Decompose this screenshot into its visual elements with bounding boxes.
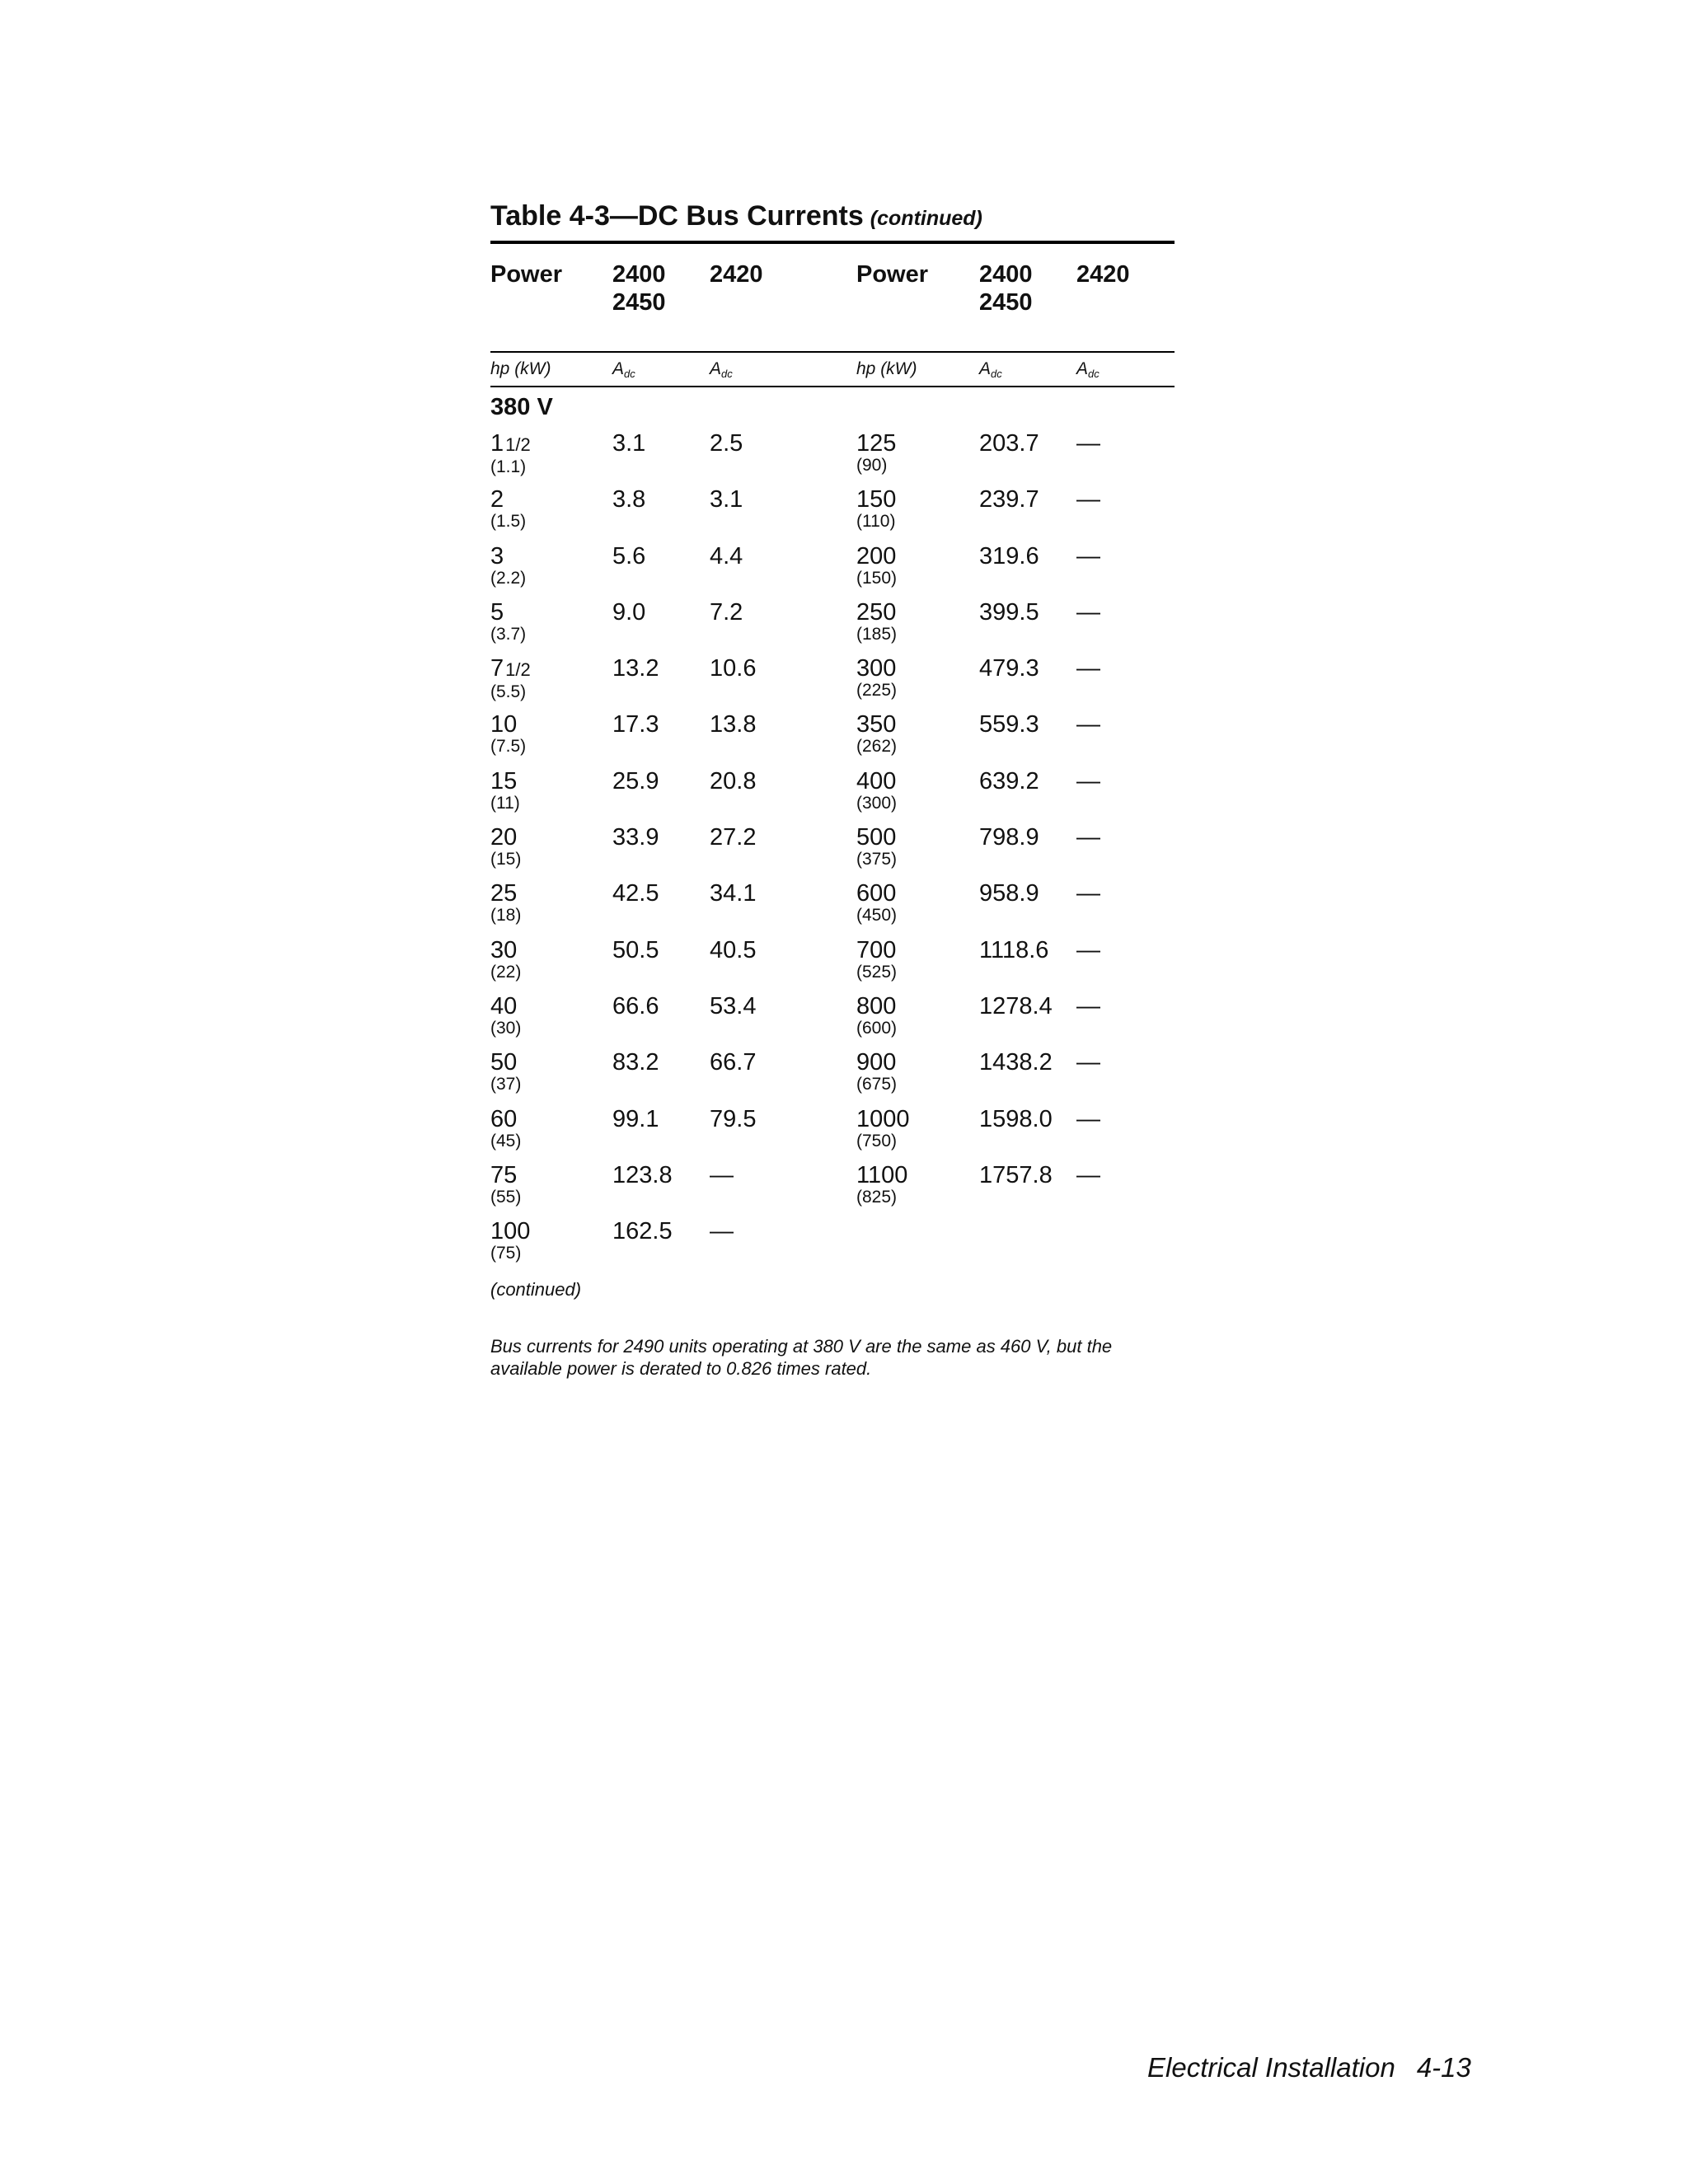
power-cell: [490, 880, 521, 925]
hp-value: 3: [490, 542, 504, 569]
current-2400-2450: 33.9: [612, 824, 659, 851]
power-cell: [490, 711, 526, 756]
current-2400-2450: 50.5: [612, 936, 659, 963]
unit-label: hp (kW): [856, 359, 917, 378]
current-2400-2450: 3.8: [612, 486, 646, 513]
table-note: Bus currents for 2490 units operating at 380 V are the same as 460 V, but the available power is derated to 0.826 times rated.: [490, 1336, 1113, 1380]
hp-value: 15: [490, 767, 518, 794]
current-2400-2450: 9.0: [612, 598, 646, 626]
table-row: [490, 430, 1175, 486]
current-2400-2450: 319.6: [979, 542, 1039, 569]
current-2420: —: [1076, 880, 1100, 907]
current-2400-2450: 1118.6: [979, 936, 1049, 963]
current-2420: 40.5: [710, 936, 757, 963]
hp-value: 500: [856, 824, 897, 851]
current-2420: 66.7: [710, 1049, 757, 1076]
current-2400-2450: 958.9: [979, 880, 1039, 907]
power-cell: [490, 430, 531, 476]
current-2400-2450: 239.7: [979, 486, 1039, 513]
current-2400-2450: 42.5: [612, 880, 659, 907]
table-row: [490, 993, 1175, 1049]
current-2420: —: [710, 1161, 734, 1188]
current-2400-2450: 1438.2: [979, 1049, 1053, 1076]
kw-value: (300): [856, 793, 898, 813]
current-2420: 27.2: [710, 824, 757, 851]
current-2400-2450: 17.3: [612, 711, 659, 738]
hp-value: 900: [856, 1049, 897, 1076]
hp-value: 2: [490, 486, 504, 513]
column-header: 2400 2450: [612, 261, 666, 316]
current-2420: 34.1: [710, 880, 757, 907]
unit-label: $A_{dc}$: [612, 359, 635, 380]
current-2400-2450: 479.3: [979, 655, 1039, 682]
kw-value: (525): [856, 962, 898, 982]
voltage-section-label: 380 V: [490, 394, 553, 420]
current-2400-2450: 1598.0: [979, 1105, 1053, 1132]
hp-value: 71/2: [490, 655, 531, 682]
unit-label: $A_{dc}$: [710, 359, 733, 380]
kw-value: (2.2): [490, 568, 527, 588]
current-2420: —: [1076, 598, 1100, 626]
current-2400-2450: 798.9: [979, 824, 1039, 851]
power-cell: [856, 430, 896, 475]
current-2400-2450: 83.2: [612, 1049, 659, 1076]
power-cell: [856, 993, 897, 1038]
table-row: [490, 486, 1175, 542]
table-row: [490, 655, 1175, 711]
current-2400-2450: 66.6: [612, 992, 659, 1019]
hp-value: 600: [856, 880, 897, 907]
current-2420: —: [1076, 1105, 1100, 1132]
column-header: Power: [490, 261, 563, 288]
hp-value: 60: [490, 1105, 518, 1132]
hp-value: 5: [490, 598, 504, 626]
current-2400-2450: 559.3: [979, 711, 1039, 738]
hp-value: 100: [490, 1218, 531, 1245]
hp-value: 25: [490, 880, 518, 907]
kw-value: (150): [856, 568, 898, 588]
kw-value: (262): [856, 737, 898, 757]
hp-fraction: 1/2: [505, 659, 531, 681]
current-2420: 7.2: [710, 598, 743, 626]
current-2420: 13.8: [710, 711, 757, 738]
power-cell: [856, 824, 897, 869]
hp-value: 20: [490, 824, 518, 851]
current-2420: —: [1076, 936, 1100, 963]
kw-value: (450): [856, 906, 898, 926]
hp-value: 300: [856, 655, 897, 682]
table-row: [490, 1162, 1175, 1218]
kw-value: (11): [490, 793, 520, 813]
hp-value: 400: [856, 767, 897, 794]
hp-value: 700: [856, 936, 897, 963]
current-2420: —: [1076, 1161, 1100, 1188]
hp-value: 11/2: [490, 430, 531, 457]
power-cell: [856, 1162, 907, 1207]
kw-value: (75): [490, 1244, 522, 1263]
current-2400-2450: 1757.8: [979, 1161, 1053, 1188]
current-2420: —: [1076, 767, 1100, 794]
current-2400-2450: 99.1: [612, 1105, 659, 1132]
table-row: [490, 1049, 1175, 1105]
current-2420: —: [1076, 542, 1100, 569]
kw-value: (7.5): [490, 737, 527, 757]
power-cell: [490, 655, 531, 701]
table-row: [490, 937, 1175, 993]
power-cell: [490, 1162, 521, 1207]
hp-value: 10: [490, 711, 518, 738]
current-2420: —: [1076, 655, 1100, 682]
current-2420: —: [1076, 711, 1100, 738]
kw-value: (1.5): [490, 512, 527, 532]
current-2400-2450: 25.9: [612, 767, 659, 794]
power-cell: [490, 824, 521, 869]
power-cell: [856, 880, 897, 925]
table-title: Table 4-3—DC Bus Currents (continued): [490, 200, 982, 232]
dc-bus-currents-table: [490, 196, 1175, 1380]
current-2400-2450: 399.5: [979, 598, 1039, 626]
page-footer: [1147, 2052, 1471, 2083]
current-2400-2450: 203.7: [979, 430, 1039, 457]
hp-value: 1100: [856, 1161, 908, 1188]
current-2420: 3.1: [710, 486, 743, 513]
kw-value: (225): [856, 681, 898, 701]
power-cell: [490, 486, 526, 531]
current-2400-2450: 123.8: [612, 1161, 673, 1188]
current-2420: 79.5: [710, 1105, 757, 1132]
hp-value: 1000: [856, 1105, 910, 1132]
current-2420: 53.4: [710, 992, 757, 1019]
page-number: 4-13: [1416, 2052, 1471, 2083]
kw-value: (5.5): [490, 682, 527, 702]
hp-value: 150: [856, 486, 897, 513]
kw-value: (750): [856, 1131, 898, 1151]
table-row: [490, 824, 1175, 880]
footer-section-title: Electrical Installation: [1147, 2052, 1395, 2083]
current-2420: —: [1076, 992, 1100, 1019]
kw-value: (110): [856, 512, 896, 532]
power-cell: [856, 599, 897, 644]
hp-value: 75: [490, 1161, 518, 1188]
power-cell: [490, 1049, 521, 1094]
power-cell: [856, 543, 897, 588]
hp-value: 40: [490, 992, 518, 1019]
kw-value: (600): [856, 1018, 898, 1038]
power-cell: [490, 1218, 530, 1263]
current-2420: 4.4: [710, 542, 743, 569]
kw-value: (18): [490, 906, 522, 926]
column-header: Power: [856, 261, 929, 288]
power-cell: [490, 1106, 521, 1151]
table-row: [490, 1106, 1175, 1162]
current-2420: 2.5: [710, 430, 743, 457]
table-row: [490, 768, 1175, 824]
table-row: [490, 543, 1175, 599]
hp-value: 800: [856, 992, 897, 1019]
current-2420: 20.8: [710, 767, 757, 794]
hp-value: 200: [856, 542, 897, 569]
table-row: [490, 599, 1175, 655]
kw-value: (3.7): [490, 624, 527, 644]
hp-value: 50: [490, 1049, 518, 1076]
kw-value: (37): [490, 1075, 522, 1094]
kw-value: (15): [490, 850, 522, 869]
current-2400-2450: 5.6: [612, 542, 646, 569]
kw-value: (825): [856, 1187, 898, 1207]
title-suffix: (continued): [870, 207, 982, 230]
current-2420: —: [1076, 1049, 1100, 1076]
power-cell: [490, 599, 526, 644]
table-row: [490, 880, 1175, 936]
current-2400-2450: 3.1: [612, 430, 646, 457]
hp-fraction: 1/2: [505, 434, 531, 455]
kw-value: (22): [490, 962, 522, 982]
power-cell: [490, 768, 520, 813]
current-2400-2450: 1278.4: [979, 992, 1053, 1019]
power-cell: [856, 655, 897, 700]
unit-label: $A_{dc}$: [979, 359, 1002, 380]
table-body: [490, 430, 1175, 1274]
kw-value: (55): [490, 1187, 522, 1207]
units-row: [490, 353, 1175, 386]
kw-value: (185): [856, 624, 898, 644]
power-cell: [856, 768, 897, 813]
hp-value: 125: [856, 430, 897, 457]
power-cell: [856, 1049, 897, 1094]
kw-value: (375): [856, 850, 898, 869]
hp-value: 350: [856, 711, 897, 738]
kw-value: (45): [490, 1131, 522, 1151]
current-2420: —: [1076, 486, 1100, 513]
power-cell: [856, 1106, 910, 1151]
table-header: [490, 244, 1175, 351]
current-2420: 10.6: [710, 655, 757, 682]
current-2420: —: [1076, 824, 1100, 851]
column-header: 2400 2450: [979, 261, 1033, 316]
power-cell: [856, 937, 897, 982]
current-2420: —: [710, 1218, 734, 1245]
kw-value: (30): [490, 1018, 522, 1038]
kw-value: (90): [856, 456, 888, 475]
power-cell: [490, 937, 521, 982]
power-cell: [856, 711, 897, 756]
kw-value: (675): [856, 1075, 898, 1094]
hp-value: 30: [490, 936, 518, 963]
current-2420: —: [1076, 430, 1100, 457]
unit-label: $A_{dc}$: [1076, 359, 1100, 380]
table-row: [490, 1218, 1175, 1274]
kw-value: (1.1): [490, 457, 527, 476]
current-2400-2450: 639.2: [979, 767, 1039, 794]
column-header: 2420: [710, 261, 763, 288]
column-header: 2420: [1076, 261, 1130, 288]
table-row: [490, 711, 1175, 767]
power-cell: [856, 486, 896, 531]
current-2400-2450: 13.2: [612, 655, 659, 682]
power-cell: [490, 993, 521, 1038]
power-cell: [490, 543, 526, 588]
unit-label: hp (kW): [490, 359, 551, 378]
current-2400-2450: 162.5: [612, 1218, 673, 1245]
hp-value: 250: [856, 598, 897, 626]
continued-label: (continued): [490, 1279, 582, 1301]
